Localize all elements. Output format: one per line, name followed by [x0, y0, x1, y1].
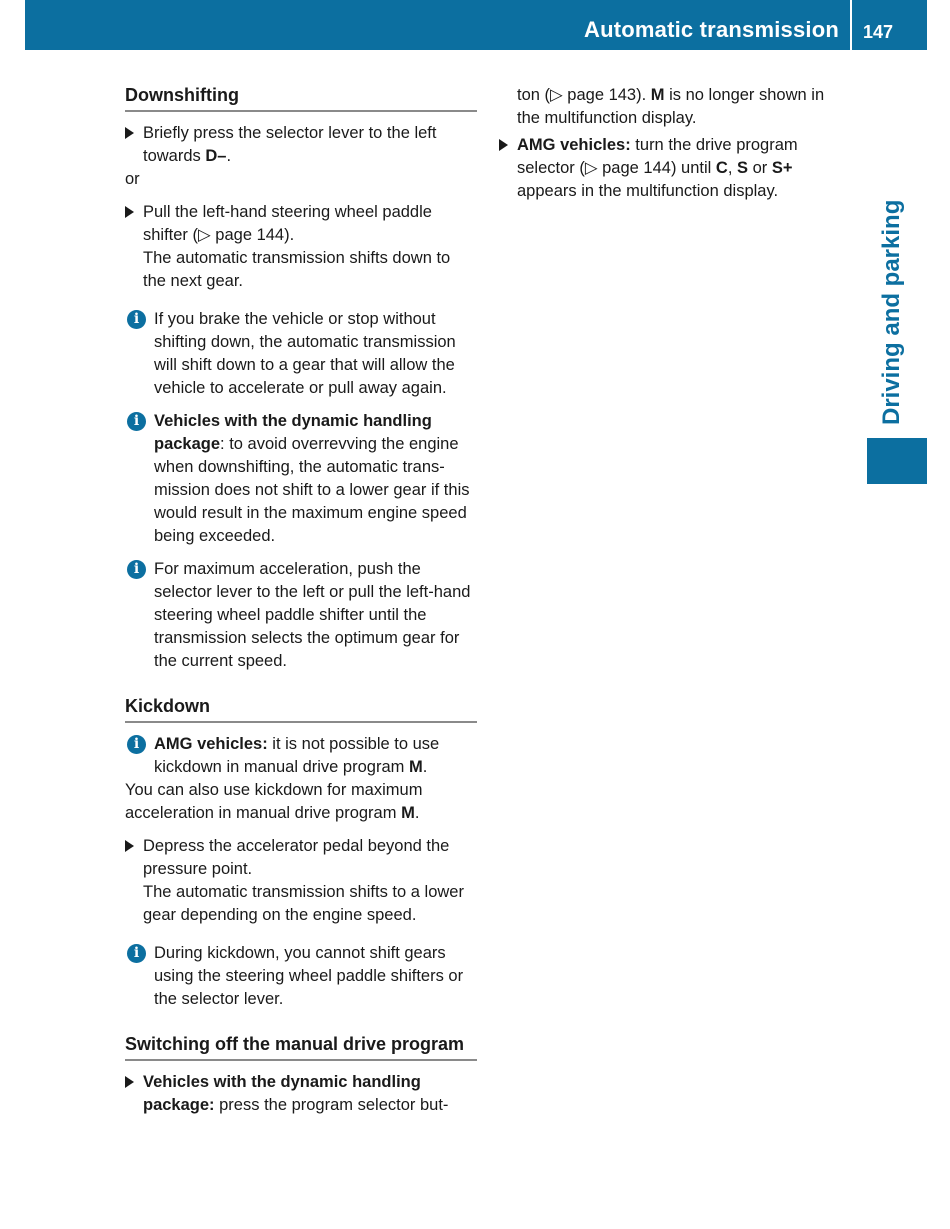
program-label: M: [650, 86, 665, 104]
info-icon: i: [127, 944, 146, 963]
triangle-bullet-icon: [125, 1076, 134, 1088]
info-text: During kickdown, you cannot shift gears using the steering wheel paddle shifters or the selector lever.: [154, 944, 464, 1008]
program-label: M: [401, 804, 415, 822]
bullet-bold: AMG vehicles:: [517, 136, 631, 154]
info-icon: i: [127, 560, 146, 579]
program-label: M: [408, 758, 423, 776]
bullet-result: The automatic transmission shifts down to the next gear.: [143, 249, 451, 290]
bullet-item: [125, 1071, 477, 1117]
bullet-result: The automatic transmission shifts to a lower gear depending on the engine speed.: [143, 883, 464, 924]
info-icon: i: [127, 412, 146, 431]
bullet-text: ,: [727, 159, 737, 177]
info-note: [125, 733, 477, 779]
continued-text: ton (▷ page 143).: [517, 86, 651, 104]
chapter-title: Automatic transmission: [583, 17, 839, 42]
page-header: [25, 0, 927, 50]
bullet-bold: Vehicles with the dynamic handling package:: [143, 1073, 421, 1114]
bullet-item: [499, 134, 851, 203]
bullet-text: Briefly press the selector lever to the left towards: [143, 124, 437, 165]
or-text: or: [125, 170, 140, 188]
right-column: [499, 84, 851, 203]
bullet-text: .: [226, 147, 232, 165]
paragraph-text: You can also use kickdown for maximum acceleration in manual drive program: [125, 781, 423, 822]
gear-label: D–: [205, 147, 227, 165]
header-divider: [850, 0, 852, 50]
info-note: [125, 308, 477, 400]
bullet-text: press the program selector but-: [214, 1096, 449, 1114]
info-text: For maximum acceleration, push the selector lever to the left or pull the left-hand steering wheel paddle shifter until the transmission selects the optimum gear for the current speed.: [154, 560, 471, 670]
info-text: it is not possible to use kickdown in manual drive program: [154, 735, 440, 776]
program-label: S: [736, 159, 748, 177]
program-label: C: [715, 159, 728, 177]
program-label: S+: [771, 159, 793, 177]
info-note: [125, 942, 477, 1011]
info-note: [125, 558, 477, 673]
info-bold: AMG vehicles:: [154, 735, 268, 753]
triangle-bullet-icon: [125, 127, 134, 139]
triangle-bullet-icon: [125, 840, 134, 852]
info-text: .: [422, 758, 428, 776]
heading-switching-off: Switching off the manual drive program: [125, 1033, 477, 1061]
info-icon: i: [127, 735, 146, 754]
bullet-text: appears in the multifunction display.: [517, 182, 779, 200]
bullet-text: Depress the accelerator pedal beyond the pressure point.: [143, 837, 450, 878]
page-number: 147: [863, 22, 894, 42]
triangle-bullet-icon: [125, 206, 134, 218]
bullet-item: [125, 835, 477, 927]
info-bold: Vehicles with the dynamic handling package: [154, 412, 432, 453]
bullet-text: Pull the left-hand steering wheel paddle shifter (▷ page 144).: [143, 203, 432, 244]
bullet-text: or: [748, 159, 772, 177]
heading-kickdown: Kickdown: [125, 695, 477, 723]
info-text: : to avoid overrevving the engine when downshifting, the automatic trans-mission does not shift to a lower gear if this would result in the maximum engine speed being exceeded.: [154, 435, 470, 545]
continued-text: is no longer shown in the multifunction display.: [517, 86, 825, 127]
triangle-bullet-icon: [499, 139, 508, 151]
side-section-label: Driving and parking: [878, 199, 905, 425]
left-column: [125, 84, 477, 1117]
paragraph-text: .: [414, 804, 420, 822]
bullet-item: [125, 122, 477, 168]
info-icon: i: [127, 310, 146, 329]
side-tab-marker: [867, 438, 927, 484]
info-text: If you brake the vehicle or stop without shifting down, the automatic transmission will shift down to a gear that will allow the vehicle to accelerate or pull away again.: [154, 310, 456, 397]
info-note: [125, 410, 477, 548]
bullet-text: turn the drive program selector (▷ page 144) until: [517, 136, 798, 177]
bullet-item: [125, 201, 477, 293]
heading-downshifting: Downshifting: [125, 84, 477, 112]
